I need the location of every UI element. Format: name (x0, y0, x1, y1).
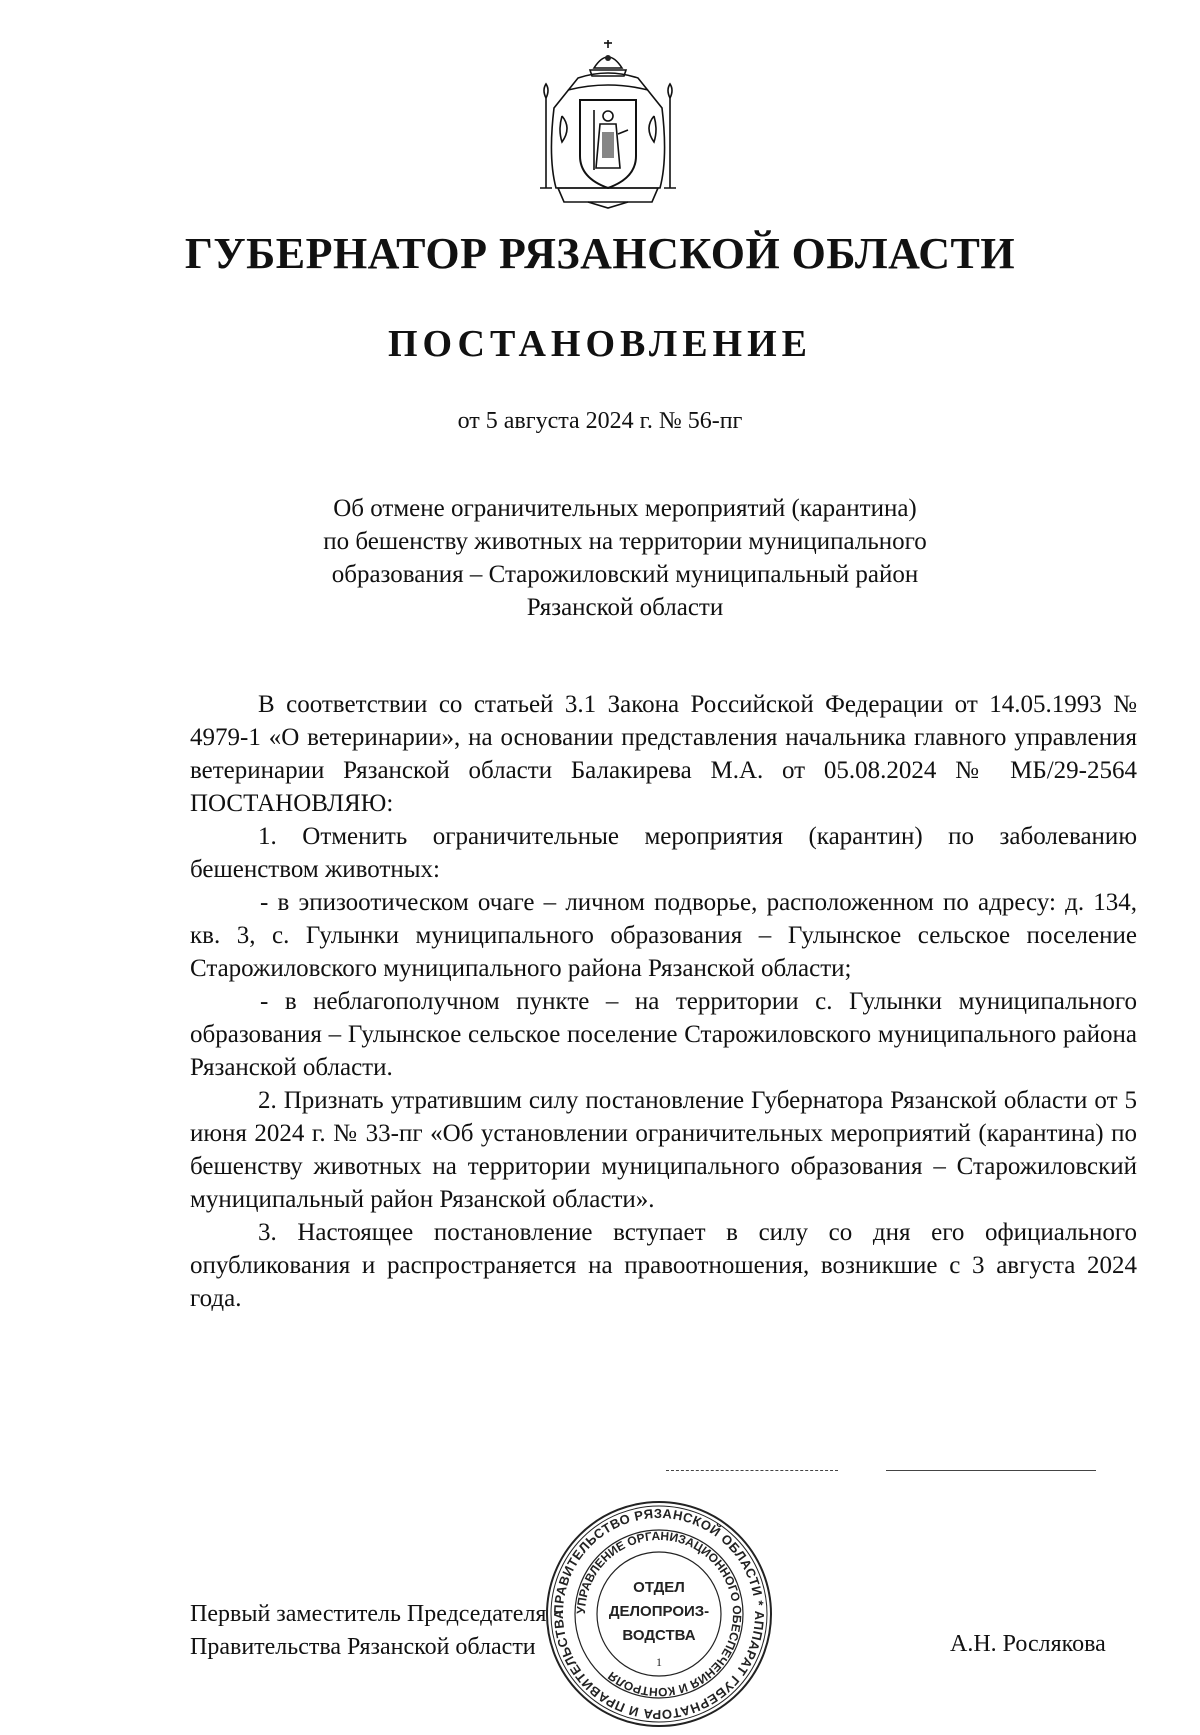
stamp-center-line: ДЕЛОПРОИЗ- (608, 1603, 710, 1620)
subject-line: Рязанской области (526, 594, 724, 621)
document-type: ПОСТАНОВЛЕНИЕ (387, 323, 813, 365)
document-body (190, 688, 1137, 1315)
coat-of-arms-emblem (528, 38, 688, 210)
body-paragraph-item-2: 2. Признать утратившим силу постановление Губернатора Рязанской области от 5 июня 2024 г. № 33-пг «Об установлении ограничительных мероприятий (карантина) по бешенству животных на территории муниципального образования – Старожиловский муниципальный район Рязанской области». (190, 1087, 1137, 1213)
signer-title (190, 1598, 546, 1664)
subject-line: Об отмене ограничительных мероприятий (карантина) (333, 495, 917, 522)
scan-line (666, 1470, 838, 1471)
signer-title-line: Правительства Рязанской области (190, 1634, 536, 1660)
body-paragraph-subitem-area: - в неблагополучном пункте – на территории с. Гулынки муниципального образования – Гулынское сельское поселение Старожиловского муниципального района Рязанской области. (190, 988, 1137, 1081)
stamp-number: 1 (656, 1655, 662, 1669)
stamp-center-line: ВОДСТВА (622, 1627, 696, 1644)
body-paragraph-preamble: В соответствии со статьей 3.1 Закона Российской Федерации от 14.05.1993 № 4979-1 «О ветеринарии», на основании представления начальника главного управления ветеринарии Рязанской области Балакирева М.А. от 05.08.2024 № МБ/29-2564 ПОСТАНОВЛЯЮ: (190, 691, 1137, 817)
stamp-inner-ring-text: УПРАВЛЕНИЕ ОРГАНИЗАЦИОННОГО ОБЕСПЕЧЕНИЯ И КОНТРОЛЯ (573, 1528, 745, 1700)
official-stamp (543, 1498, 775, 1730)
subject-line: образования – Старожиловский муниципальный район (331, 561, 919, 588)
body-paragraph-item-3: 3. Настоящее постановление вступает в силу со дня его официального опубликования и распространяется на правоотношения, возникшие с 3 августа 2024 года. (190, 1219, 1137, 1312)
scan-line (886, 1470, 1096, 1471)
body-paragraph-item-1: 1. Отменить ограничительные мероприятия (карантин) по заболеванию бешенством животных: (190, 823, 1137, 883)
subject-line: по бешенству животных на территории муниципального (323, 528, 927, 555)
signer-name: А.Н. Рослякова (950, 1631, 1106, 1657)
stamp-rings (543, 1498, 775, 1730)
stamp-outer-ring-text: ПРАВИТЕЛЬСТВО РЯЗАНСКОЙ ОБЛАСТИ * АППАРАТ ГУБЕРНАТОРА И ПРАВИТЕЛЬСТВА (550, 1505, 768, 1723)
document-date-number: от 5 августа 2024 г. № 56-пг (457, 408, 743, 434)
issuing-authority: ГУБЕРНАТОР РЯЗАНСКОЙ ОБЛАСТИ (184, 229, 1016, 278)
signer-title-line: Первый заместитель Председателя (190, 1601, 547, 1627)
stamp-center-line: ОТДЕЛ (633, 1579, 685, 1596)
body-paragraph-subitem-focus: - в эпизоотическом очаге – личном подворье, расположенном по адресу: д. 134, кв. 3, с. Гулынки муниципального образования – Гулынское сельское поселение Старожиловского муниципального района Рязанской области; (190, 889, 1137, 982)
document-subject (290, 492, 960, 624)
